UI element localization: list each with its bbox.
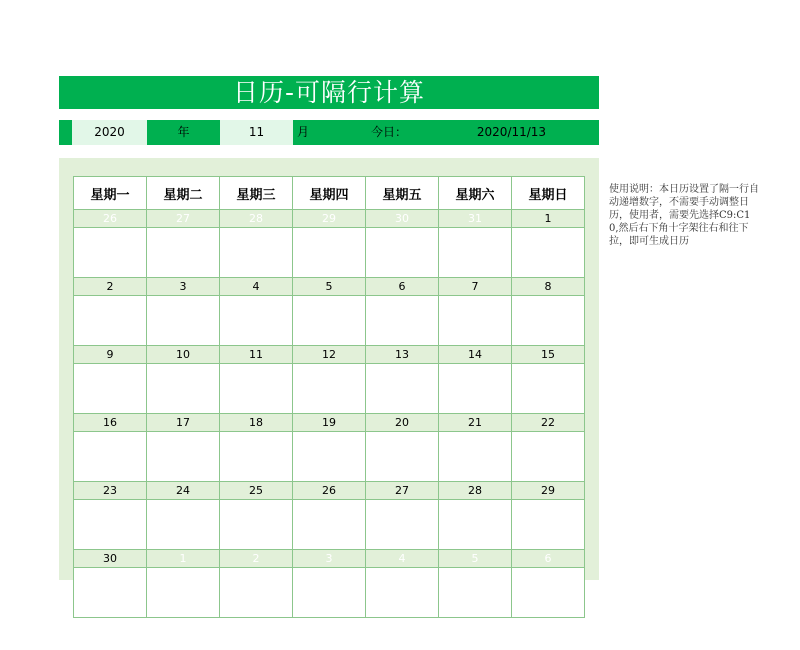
date-number[interactable]: 29 bbox=[512, 482, 585, 500]
date-note-cell[interactable] bbox=[366, 228, 439, 278]
date-note-cell[interactable] bbox=[512, 228, 585, 278]
date-number[interactable]: 4 bbox=[220, 278, 293, 296]
date-number[interactable]: 8 bbox=[512, 278, 585, 296]
date-note-cell[interactable] bbox=[74, 296, 147, 346]
date-note-cell[interactable] bbox=[439, 364, 512, 414]
date-note-cell[interactable] bbox=[366, 568, 439, 618]
date-note-cell[interactable] bbox=[220, 228, 293, 278]
usage-note: 使用说明：本日历设置了隔一行自动递增数字，不需要手动调整日历，使用者，需要先选择C9:C10,然后右下角十字架往右和往下拉，即可生成日历 bbox=[609, 184, 759, 247]
date-number[interactable]: 5 bbox=[439, 550, 512, 568]
weekday-header: 星期二 bbox=[147, 177, 220, 210]
date-number[interactable]: 28 bbox=[220, 210, 293, 228]
date-number[interactable]: 29 bbox=[293, 210, 366, 228]
date-note-row bbox=[74, 500, 585, 550]
info-row bbox=[59, 120, 599, 145]
weekday-header: 星期四 bbox=[293, 177, 366, 210]
date-number[interactable]: 3 bbox=[293, 550, 366, 568]
date-note-cell[interactable] bbox=[439, 432, 512, 482]
today-label-cell: 今日： bbox=[370, 125, 407, 139]
date-note-cell[interactable] bbox=[512, 432, 585, 482]
date-note-cell[interactable] bbox=[512, 364, 585, 414]
weekday-header: 星期日 bbox=[512, 177, 585, 210]
weekday-header: 星期一 bbox=[74, 177, 147, 210]
date-note-cell[interactable] bbox=[293, 568, 366, 618]
date-number[interactable]: 26 bbox=[293, 482, 366, 500]
date-number[interactable]: 30 bbox=[74, 550, 147, 568]
date-note-cell[interactable] bbox=[293, 228, 366, 278]
date-number-row bbox=[74, 346, 585, 364]
date-number[interactable]: 24 bbox=[147, 482, 220, 500]
date-number[interactable]: 15 bbox=[512, 346, 585, 364]
date-note-cell[interactable] bbox=[439, 228, 512, 278]
date-number[interactable]: 27 bbox=[366, 482, 439, 500]
date-note-row bbox=[74, 364, 585, 414]
date-number[interactable]: 28 bbox=[439, 482, 512, 500]
date-number[interactable]: 22 bbox=[512, 414, 585, 432]
date-number[interactable]: 26 bbox=[74, 210, 147, 228]
date-note-cell[interactable] bbox=[74, 228, 147, 278]
date-number[interactable]: 16 bbox=[74, 414, 147, 432]
date-number[interactable]: 13 bbox=[366, 346, 439, 364]
date-note-row bbox=[74, 432, 585, 482]
date-note-cell[interactable] bbox=[293, 500, 366, 550]
date-note-cell[interactable] bbox=[147, 568, 220, 618]
weekday-header-row bbox=[74, 177, 585, 210]
date-number[interactable]: 2 bbox=[220, 550, 293, 568]
date-note-cell[interactable] bbox=[220, 432, 293, 482]
date-note-cell[interactable] bbox=[74, 568, 147, 618]
date-number[interactable]: 5 bbox=[293, 278, 366, 296]
date-number[interactable]: 6 bbox=[366, 278, 439, 296]
date-note-cell[interactable] bbox=[74, 500, 147, 550]
date-number[interactable]: 10 bbox=[147, 346, 220, 364]
date-number[interactable]: 21 bbox=[439, 414, 512, 432]
date-note-cell[interactable] bbox=[293, 432, 366, 482]
weekday-header: 星期五 bbox=[366, 177, 439, 210]
date-number-row bbox=[74, 210, 585, 228]
date-number[interactable]: 17 bbox=[147, 414, 220, 432]
date-number[interactable]: 11 bbox=[220, 346, 293, 364]
date-note-cell[interactable] bbox=[220, 364, 293, 414]
date-note-cell[interactable] bbox=[439, 500, 512, 550]
date-note-cell[interactable] bbox=[147, 500, 220, 550]
weekday-header: 星期六 bbox=[439, 177, 512, 210]
date-note-cell[interactable] bbox=[293, 296, 366, 346]
date-number[interactable]: 9 bbox=[74, 346, 147, 364]
date-note-cell[interactable] bbox=[293, 364, 366, 414]
month-label-cell: 月 bbox=[296, 125, 309, 139]
date-note-cell[interactable] bbox=[147, 364, 220, 414]
date-number[interactable]: 12 bbox=[293, 346, 366, 364]
year-label-cell: 年 bbox=[147, 120, 220, 145]
date-number-row bbox=[74, 278, 585, 296]
date-note-row bbox=[74, 228, 585, 278]
date-number-row bbox=[74, 482, 585, 500]
date-note-cell[interactable] bbox=[220, 296, 293, 346]
date-note-row bbox=[74, 568, 585, 618]
calendar-grid bbox=[73, 176, 585, 618]
calendar-title: 日历-可隔行计算 bbox=[59, 76, 599, 109]
date-number[interactable]: 3 bbox=[147, 278, 220, 296]
date-note-cell[interactable] bbox=[74, 364, 147, 414]
info-edge-left bbox=[59, 120, 72, 145]
date-note-cell[interactable] bbox=[220, 500, 293, 550]
date-note-cell[interactable] bbox=[366, 364, 439, 414]
date-note-cell[interactable] bbox=[366, 296, 439, 346]
date-number[interactable]: 4 bbox=[366, 550, 439, 568]
date-number[interactable]: 18 bbox=[220, 414, 293, 432]
date-note-cell[interactable] bbox=[366, 500, 439, 550]
date-number[interactable]: 6 bbox=[512, 550, 585, 568]
date-note-cell[interactable] bbox=[439, 568, 512, 618]
date-note-cell[interactable] bbox=[512, 296, 585, 346]
date-note-cell[interactable] bbox=[74, 432, 147, 482]
date-number[interactable]: 19 bbox=[293, 414, 366, 432]
date-number[interactable]: 30 bbox=[366, 210, 439, 228]
date-number[interactable]: 23 bbox=[74, 482, 147, 500]
date-note-cell[interactable] bbox=[147, 228, 220, 278]
date-note-cell[interactable] bbox=[512, 568, 585, 618]
date-number-row bbox=[74, 550, 585, 568]
date-number[interactable]: 7 bbox=[439, 278, 512, 296]
date-number[interactable]: 27 bbox=[147, 210, 220, 228]
date-number[interactable]: 25 bbox=[220, 482, 293, 500]
date-number[interactable]: 1 bbox=[512, 210, 585, 228]
weekday-header: 星期三 bbox=[220, 177, 293, 210]
date-note-cell[interactable] bbox=[147, 296, 220, 346]
date-number[interactable]: 31 bbox=[439, 210, 512, 228]
date-note-cell[interactable] bbox=[439, 296, 512, 346]
month-value-cell[interactable]: 11 bbox=[220, 120, 293, 145]
date-number[interactable]: 2 bbox=[74, 278, 147, 296]
date-note-cell[interactable] bbox=[512, 500, 585, 550]
date-note-row bbox=[74, 296, 585, 346]
today-value-cell: 2020/11/13 bbox=[476, 125, 547, 139]
date-number[interactable]: 14 bbox=[439, 346, 512, 364]
date-note-cell[interactable] bbox=[220, 568, 293, 618]
date-number-row bbox=[74, 414, 585, 432]
date-number[interactable]: 1 bbox=[147, 550, 220, 568]
year-value-cell[interactable]: 2020 bbox=[72, 120, 147, 145]
date-note-cell[interactable] bbox=[147, 432, 220, 482]
date-number[interactable]: 20 bbox=[366, 414, 439, 432]
date-note-cell[interactable] bbox=[366, 432, 439, 482]
